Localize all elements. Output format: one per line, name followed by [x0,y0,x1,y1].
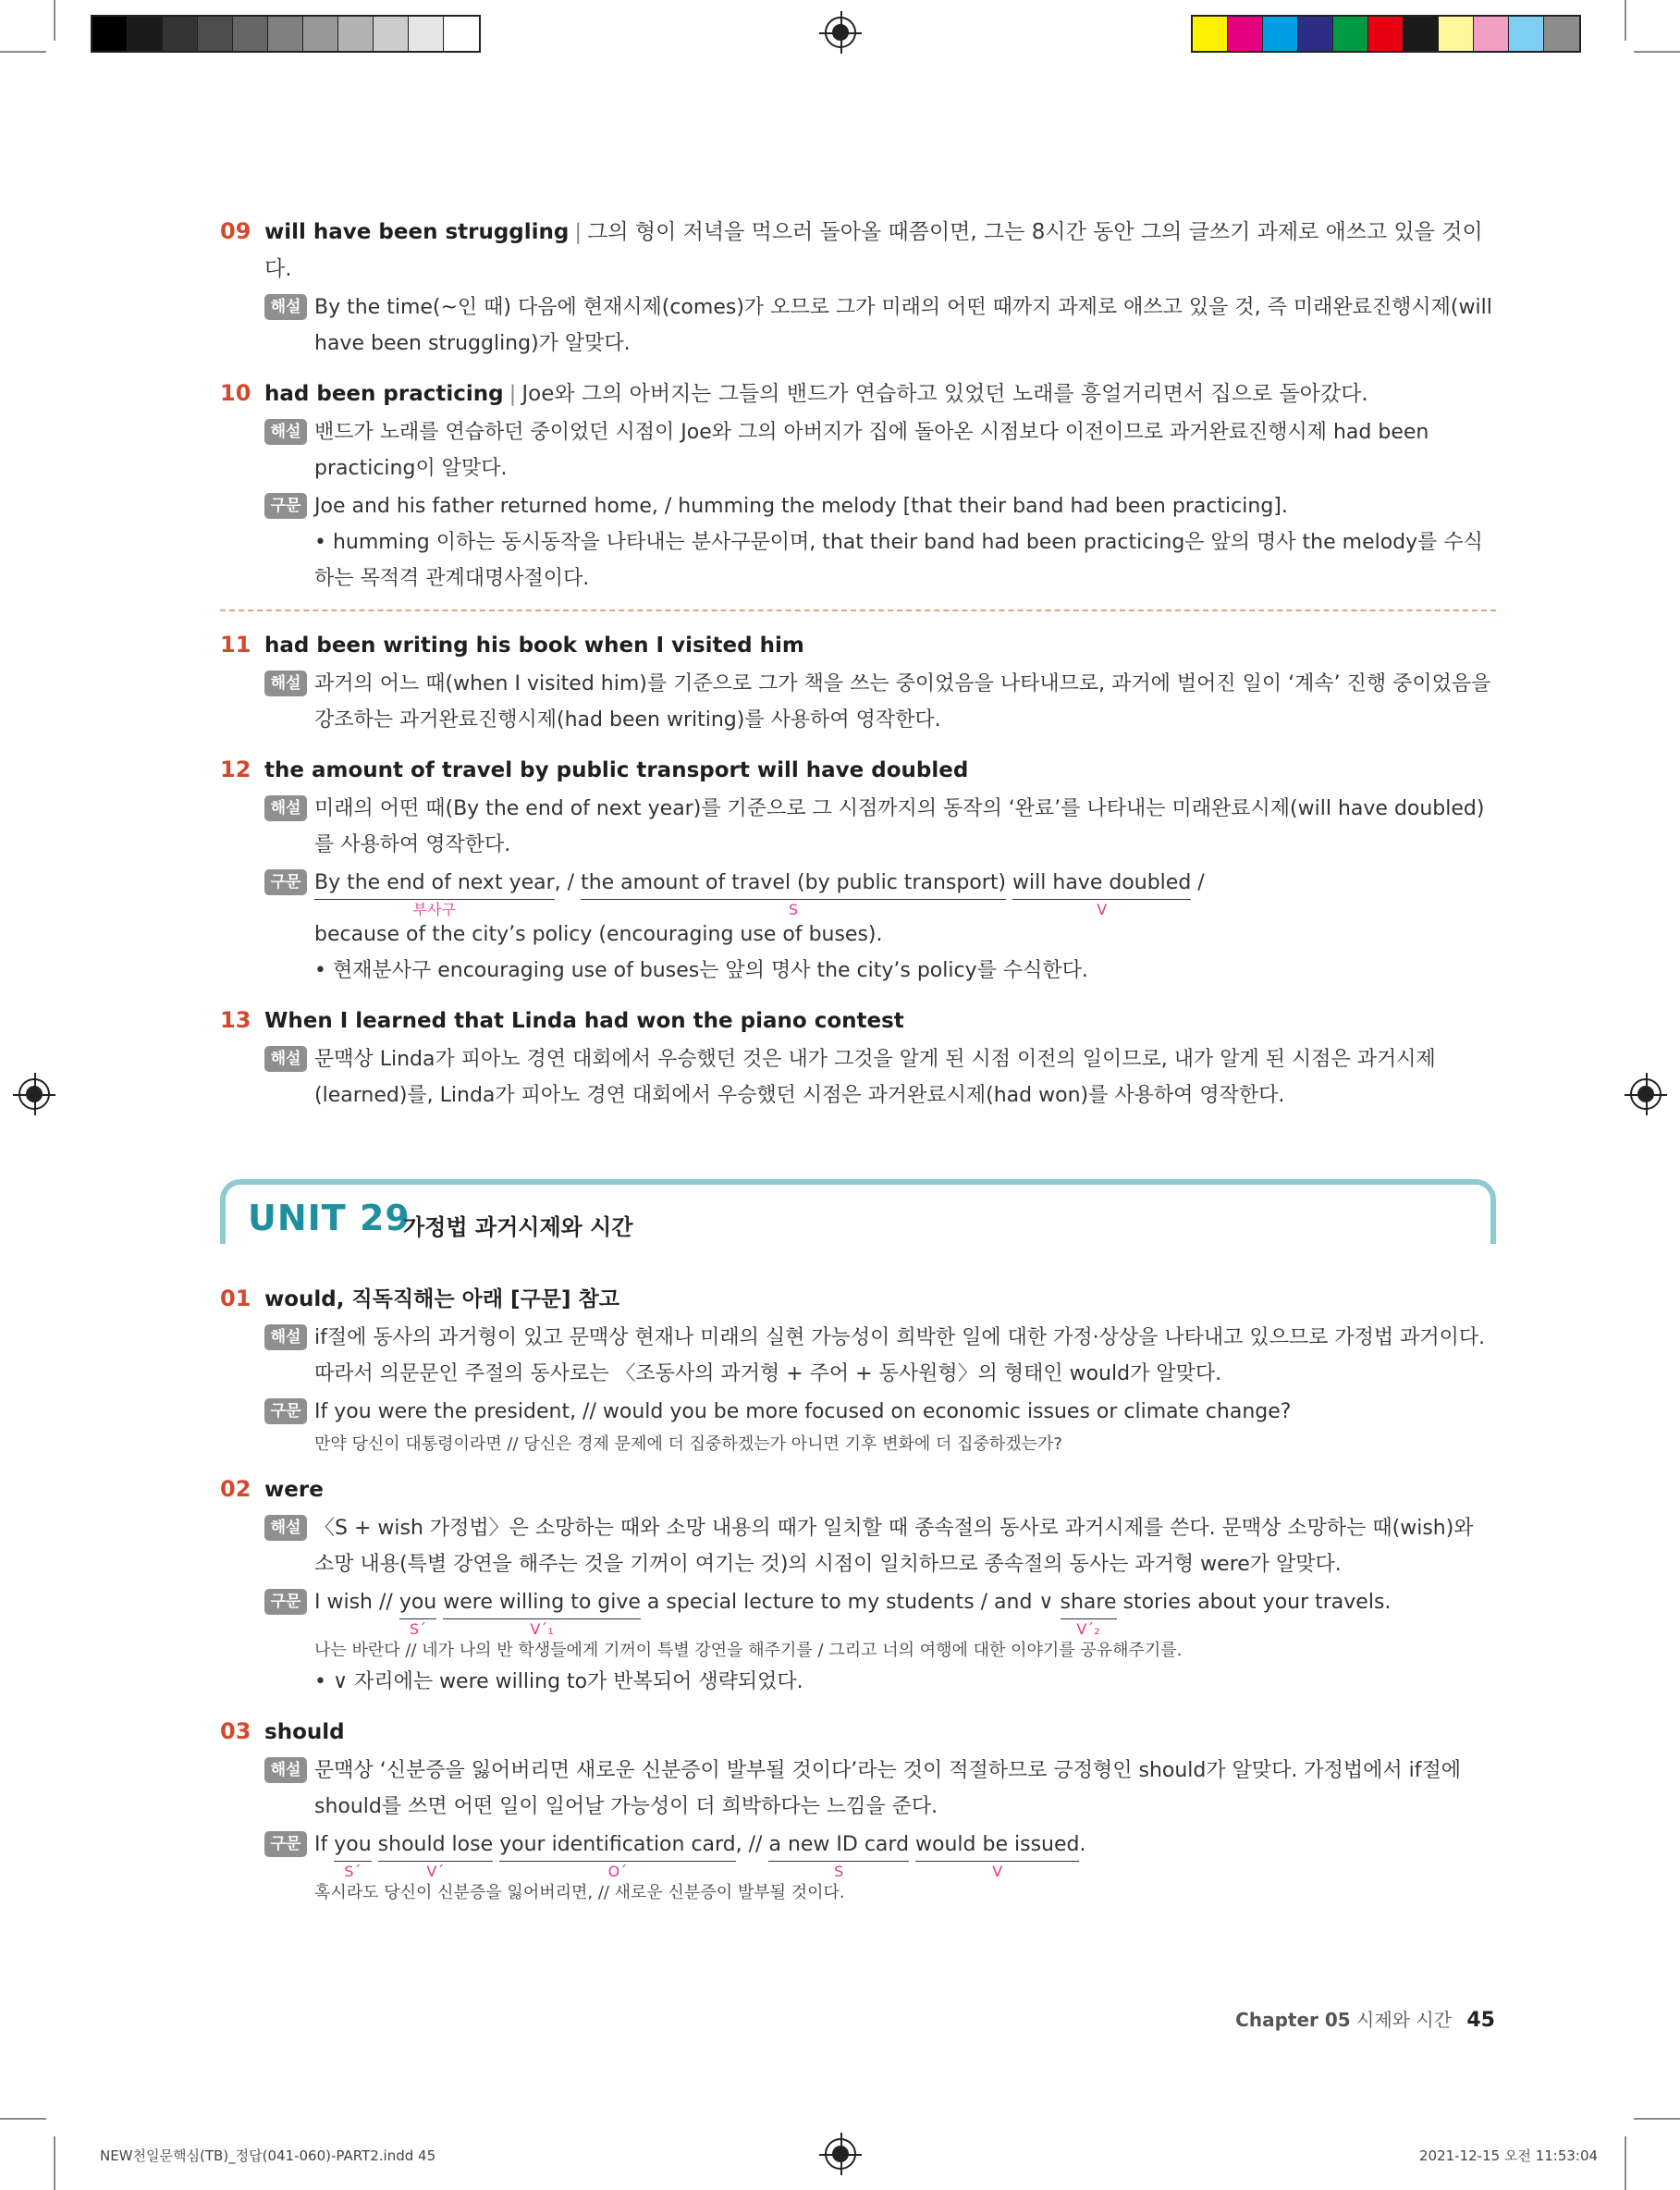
syntax-unit: a new ID card S [768,1833,910,1880]
syntax-label: S [788,901,799,918]
explanation: 문맥상 ‘신분증을 잃어버리면 새로운 신분증이 발부될 것이다’라는 것이 적절하므로 긍정형인 should가 알맞다. 가정법에서 if절에 should를 쓰면 어떤 일이 일어날 가능성이 더 희박하다는 느낌을 준다. [314,1759,1461,1818]
registration-mark-icon [825,2138,856,2170]
answer-text: should [264,1720,345,1744]
explanation: if절에 동사의 과거형이 있고 문맥상 현재나 미래의 실현 가능성이 희박한 일에 대한 가정·상상을 나타내고 있으므로 가정법 과거이다. 따라서 의문문인 주절의 동사로는 〈조동사의 과거형 + 주어 + 동사원형〉의 형태인 would가 알맞다. [314,1326,1486,1385]
color-swatch [163,17,198,51]
crop-mark [1634,51,1680,53]
color-swatch [1333,17,1368,51]
color-swatch [1439,17,1474,51]
item-number: 12 [220,757,251,782]
explanation: 문맥상 Linda가 피아노 경연 대회에서 우승했던 것은 내가 그것을 알게 된 시점 이전의 일이므로, 내가 알게 된 시점은 과거시제(learned)를, Linda가 피아노 경연 대회에서 우승했던 시점은 과거완료시제(had won)를 사용하여 영작한다. [314,1048,1436,1107]
haeseol-tag: 해설 [264,1324,307,1350]
answer-text: When I learned that Linda had won the piano contest [264,1009,904,1033]
process-color-bar [1191,15,1581,53]
structure-note: • ∨ 자리에는 were willing to가 반복되어 생략되었다. [314,1670,803,1693]
color-swatch [1474,17,1509,51]
haeseol-tag: 해설 [264,294,307,320]
syntax-label: V [992,1863,1003,1880]
answer-text: were [264,1478,324,1502]
structure-sentence: If you S´ should lose V´ your identification card O´ , // a new ID card S would be issued V . [314,1833,1086,1880]
haeseol-tag: 해설 [264,795,307,821]
syntax-unit: By the end of next year 부사구 [314,871,555,918]
color-swatch [268,17,303,51]
structure-sentence: I wish // you S´ were willing to give V´₁ a special lecture to my students / and ∨ share V´₂ stories about your travels. [314,1591,1392,1638]
explanation: 〈S + wish 가정법〉은 소망하는 때와 소망 내용의 때가 일치할 때 종속절의 동사로 과거시제를 쓴다. 문맥상 소망하는 때(wish)와 소망 내용(특별 강연을 해주는 것을 기꺼이 여기는 것)의 시점이 일치하므로 종속절의 동사는 과거형 were가 알맞다. [314,1517,1474,1576]
item-number: 10 [220,380,251,406]
answer-item-03 [220,1713,1496,1906]
chapter-label: Chapter 05 [1235,2009,1351,2031]
answer-section-unit29 [220,1280,1496,1919]
explanation: 미래의 어떤 때(By the end of next year)를 기준으로 그 시점까지의 동작의 ‘완료’를 나타내는 미래완료시제(will have doubled)를 사용하여 영작한다. [314,797,1485,856]
syntax-label: V´₂ [1076,1620,1100,1638]
syntax-label: V´₁ [530,1620,554,1638]
answer-text: would, 직독직해는 아래 [구문] 참고 [264,1287,619,1311]
item-number: 09 [220,218,251,244]
syntax-label: S´ [409,1620,427,1638]
registration-mark-icon [18,1078,50,1110]
crop-mark [1625,0,1626,41]
section-divider [220,609,1496,611]
haeseol-tag: 해설 [264,419,307,445]
answer-text: the amount of travel by public transport will have doubled [264,758,969,782]
color-swatch [338,17,374,51]
grayscale-color-bar [91,15,481,53]
gumun-tag: 구문 [264,493,307,519]
haeseol-tag: 해설 [264,671,307,696]
answer-text: will have been struggling [264,220,570,244]
crop-mark [1634,2118,1680,2120]
syntax-unit: share V´₂ [1060,1591,1117,1638]
unit-title: UNIT 29 [248,1198,411,1238]
syntax-label: S [834,1863,844,1880]
answer-item-12 [220,751,1496,989]
print-slug-filename: NEW천일문핵심(TB)_정답(041-060)-PART2.indd 45 [100,2147,436,2164]
crop-mark [1625,2136,1626,2190]
syntax-label: 부사구 [412,901,457,918]
syntax-unit: you S´ [399,1591,437,1638]
sentence-translation: 나는 바란다 // 네가 나의 반 학생들에게 기꺼이 특별 강연을 해주기를 / 그리고 너의 여행에 대한 이야기를 공유해주기를. [314,1641,1183,1660]
color-swatch [444,17,479,51]
translation: 그의 형이 저녁을 먹으러 돌아올 때쯤이면, 그는 8시간 동안 그의 글쓰기 과제로 애쓰고 있을 것이다. [264,220,1483,281]
crop-mark [0,51,46,53]
gumun-tag: 구문 [264,869,307,895]
color-swatch [92,17,128,51]
syntax-unit: will have doubled V [1012,871,1192,918]
answer-item-02 [220,1470,1496,1700]
color-swatch [233,17,268,51]
unit-subtitle: 가정법 과거시제와 시간 [403,1214,633,1240]
explanation: 밴드가 노래를 연습하던 중이었던 시점이 Joe와 그의 아버지가 집에 돌아온 시점보다 이전이므로 과거완료진행시제 had been practicing이 알맞다. [314,421,1429,480]
color-swatch [1404,17,1439,51]
color-swatch [1368,17,1404,51]
gumun-tag: 구문 [264,1589,307,1615]
syntax-label: O´ [607,1863,628,1880]
haeseol-tag: 해설 [264,1757,307,1783]
answer-text: had been practicing [264,382,504,406]
answer-item-10: 10 had been practicing | Joe와 그의 아버지는 그들의 밴드가 연습하고 있었던 노래를 흥얼거리면서 집으로 돌아갔다. 해설 밴드가 노래를 연습하던 중이었던 시점이 Joe와 그의 아버지가 집에 돌아온 시점보다 이전이므로 과거완료진행시제 had been practicing이 알맞다. 구문 Joe and his father returned home, / humming the melody [that their band had been practicing]. • humming 이하는 동시동작을 나타내는 분사구문이며, that their band had been practicing은 앞의 명사 the melody를 수식하는 목적격 관계대명사절이다. [220,375,1496,597]
syntax-unit: would be issued V [915,1833,1080,1880]
chapter-title: 시제와 시간 [1356,2009,1453,2031]
item-number: 01 [220,1286,251,1311]
color-swatch [1263,17,1298,51]
sentence-translation: 만약 당신이 대통령이라면 // 당신은 경제 문제에 더 집중하겠는가 아니면 기후 변화에 더 집중하겠는가? [314,1434,1062,1454]
item-number: 13 [220,1007,251,1033]
answer-section-top [220,213,1496,1126]
color-swatch [128,17,163,51]
translation: Joe와 그의 아버지는 그들의 밴드가 연습하고 있었던 노래를 흥얼거리면서 집으로 돌아갔다. [521,382,1368,406]
syntax-unit: the amount of travel (by public transport) S [581,871,1007,918]
syntax-label: V´ [426,1863,445,1880]
crop-mark [0,2118,46,2120]
structure-note: • humming 이하는 동시동작을 나타내는 분사구문이며, that their band had been practicing은 앞의 명사 the melody를 수식하는 목적격 관계대명사절이다. [314,531,1483,590]
syntax-unit: your identification card O´ [499,1833,736,1880]
color-swatch [1193,17,1228,51]
syntax-unit: should lose V´ [377,1833,494,1880]
color-swatch [1298,17,1333,51]
gumun-tag: 구문 [264,1831,307,1857]
color-swatch [1544,17,1579,51]
registration-mark-icon [825,17,856,48]
structure-sentence: Joe and his father returned home, / humming the melody [that their band had been practicing]. [314,495,1288,518]
haeseol-tag: 해설 [264,1046,307,1072]
structure-sentence-cont: because of the city’s policy (encouraging use of buses). [314,923,883,946]
crop-mark [54,2136,55,2190]
color-swatch [1509,17,1544,51]
color-swatch [374,17,409,51]
sentence-translation: 혹시라도 당신이 신분증을 잃어버리면, // 새로운 신분증이 발부될 것이다. [314,1883,845,1902]
color-swatch [409,17,444,51]
explanation: 과거의 어느 때(when I visited him)를 기준으로 그가 책을 쓰는 중이었음을 나타내므로, 과거에 벌어진 일이 ‘계속’ 진행 중이었음을 강조하는 과거완료진행시제(had been writing)를 사용하여 영작한다. [314,672,1491,732]
answer-text: had been writing his book when I visited him [264,634,804,658]
color-swatch [198,17,233,51]
registration-mark-icon [1630,1078,1662,1110]
crop-mark [54,0,55,41]
print-slug-timestamp: 2021-12-15 오전 11:53:04 [1419,2147,1599,2164]
answer-item-09: 09 will have been struggling | 그의 형이 저녁을 먹으러 돌아올 때쯤이면, 그는 8시간 동안 그의 글쓰기 과제로 애쓰고 있을 것이다. 해설 By the time(~인 때) 다음에 현재시제(comes)가 오므로 그가 미래의 어떤 때까지 과제로 애쓰고 있을 것, 즉 미래완료진행시제(will have been struggling)가 알맞다. [220,213,1496,362]
syntax-label: S´ [344,1863,362,1880]
color-swatch [303,17,338,51]
haeseol-tag: 해설 [264,1515,307,1541]
explanation: By the time(~인 때) 다음에 현재시제(comes)가 오므로 그가 미래의 어떤 때까지 과제로 애쓰고 있을 것, 즉 미래완료진행시제(will have been struggling)가 알맞다. [314,296,1492,355]
structure-note: • 현재분사구 encouraging use of buses는 앞의 명사 the city’s policy를 수식한다. [314,959,1088,982]
syntax-label: V [1097,901,1108,918]
gumun-tag: 구문 [264,1398,307,1424]
item-number: 02 [220,1476,251,1502]
answer-item-01 [220,1280,1496,1458]
unit-header [220,1179,1496,1244]
syntax-unit: you S´ [334,1833,372,1880]
color-swatch [1228,17,1263,51]
answer-item-13 [220,1002,1496,1113]
item-number: 11 [220,632,251,658]
page-number: 45 [1466,2009,1495,2032]
answer-item-11 [220,626,1496,738]
syntax-unit: were willing to give V´₁ [443,1591,641,1638]
page-footer [1235,2005,1495,2032]
structure-sentence: If you were the president, // would you be more focused on economic issues or climate change? [314,1400,1292,1423]
structure-sentence: By the end of next year 부사구 , / the amount of travel (by public transport) S will have doubled V / [314,871,1205,918]
item-number: 03 [220,1718,251,1744]
